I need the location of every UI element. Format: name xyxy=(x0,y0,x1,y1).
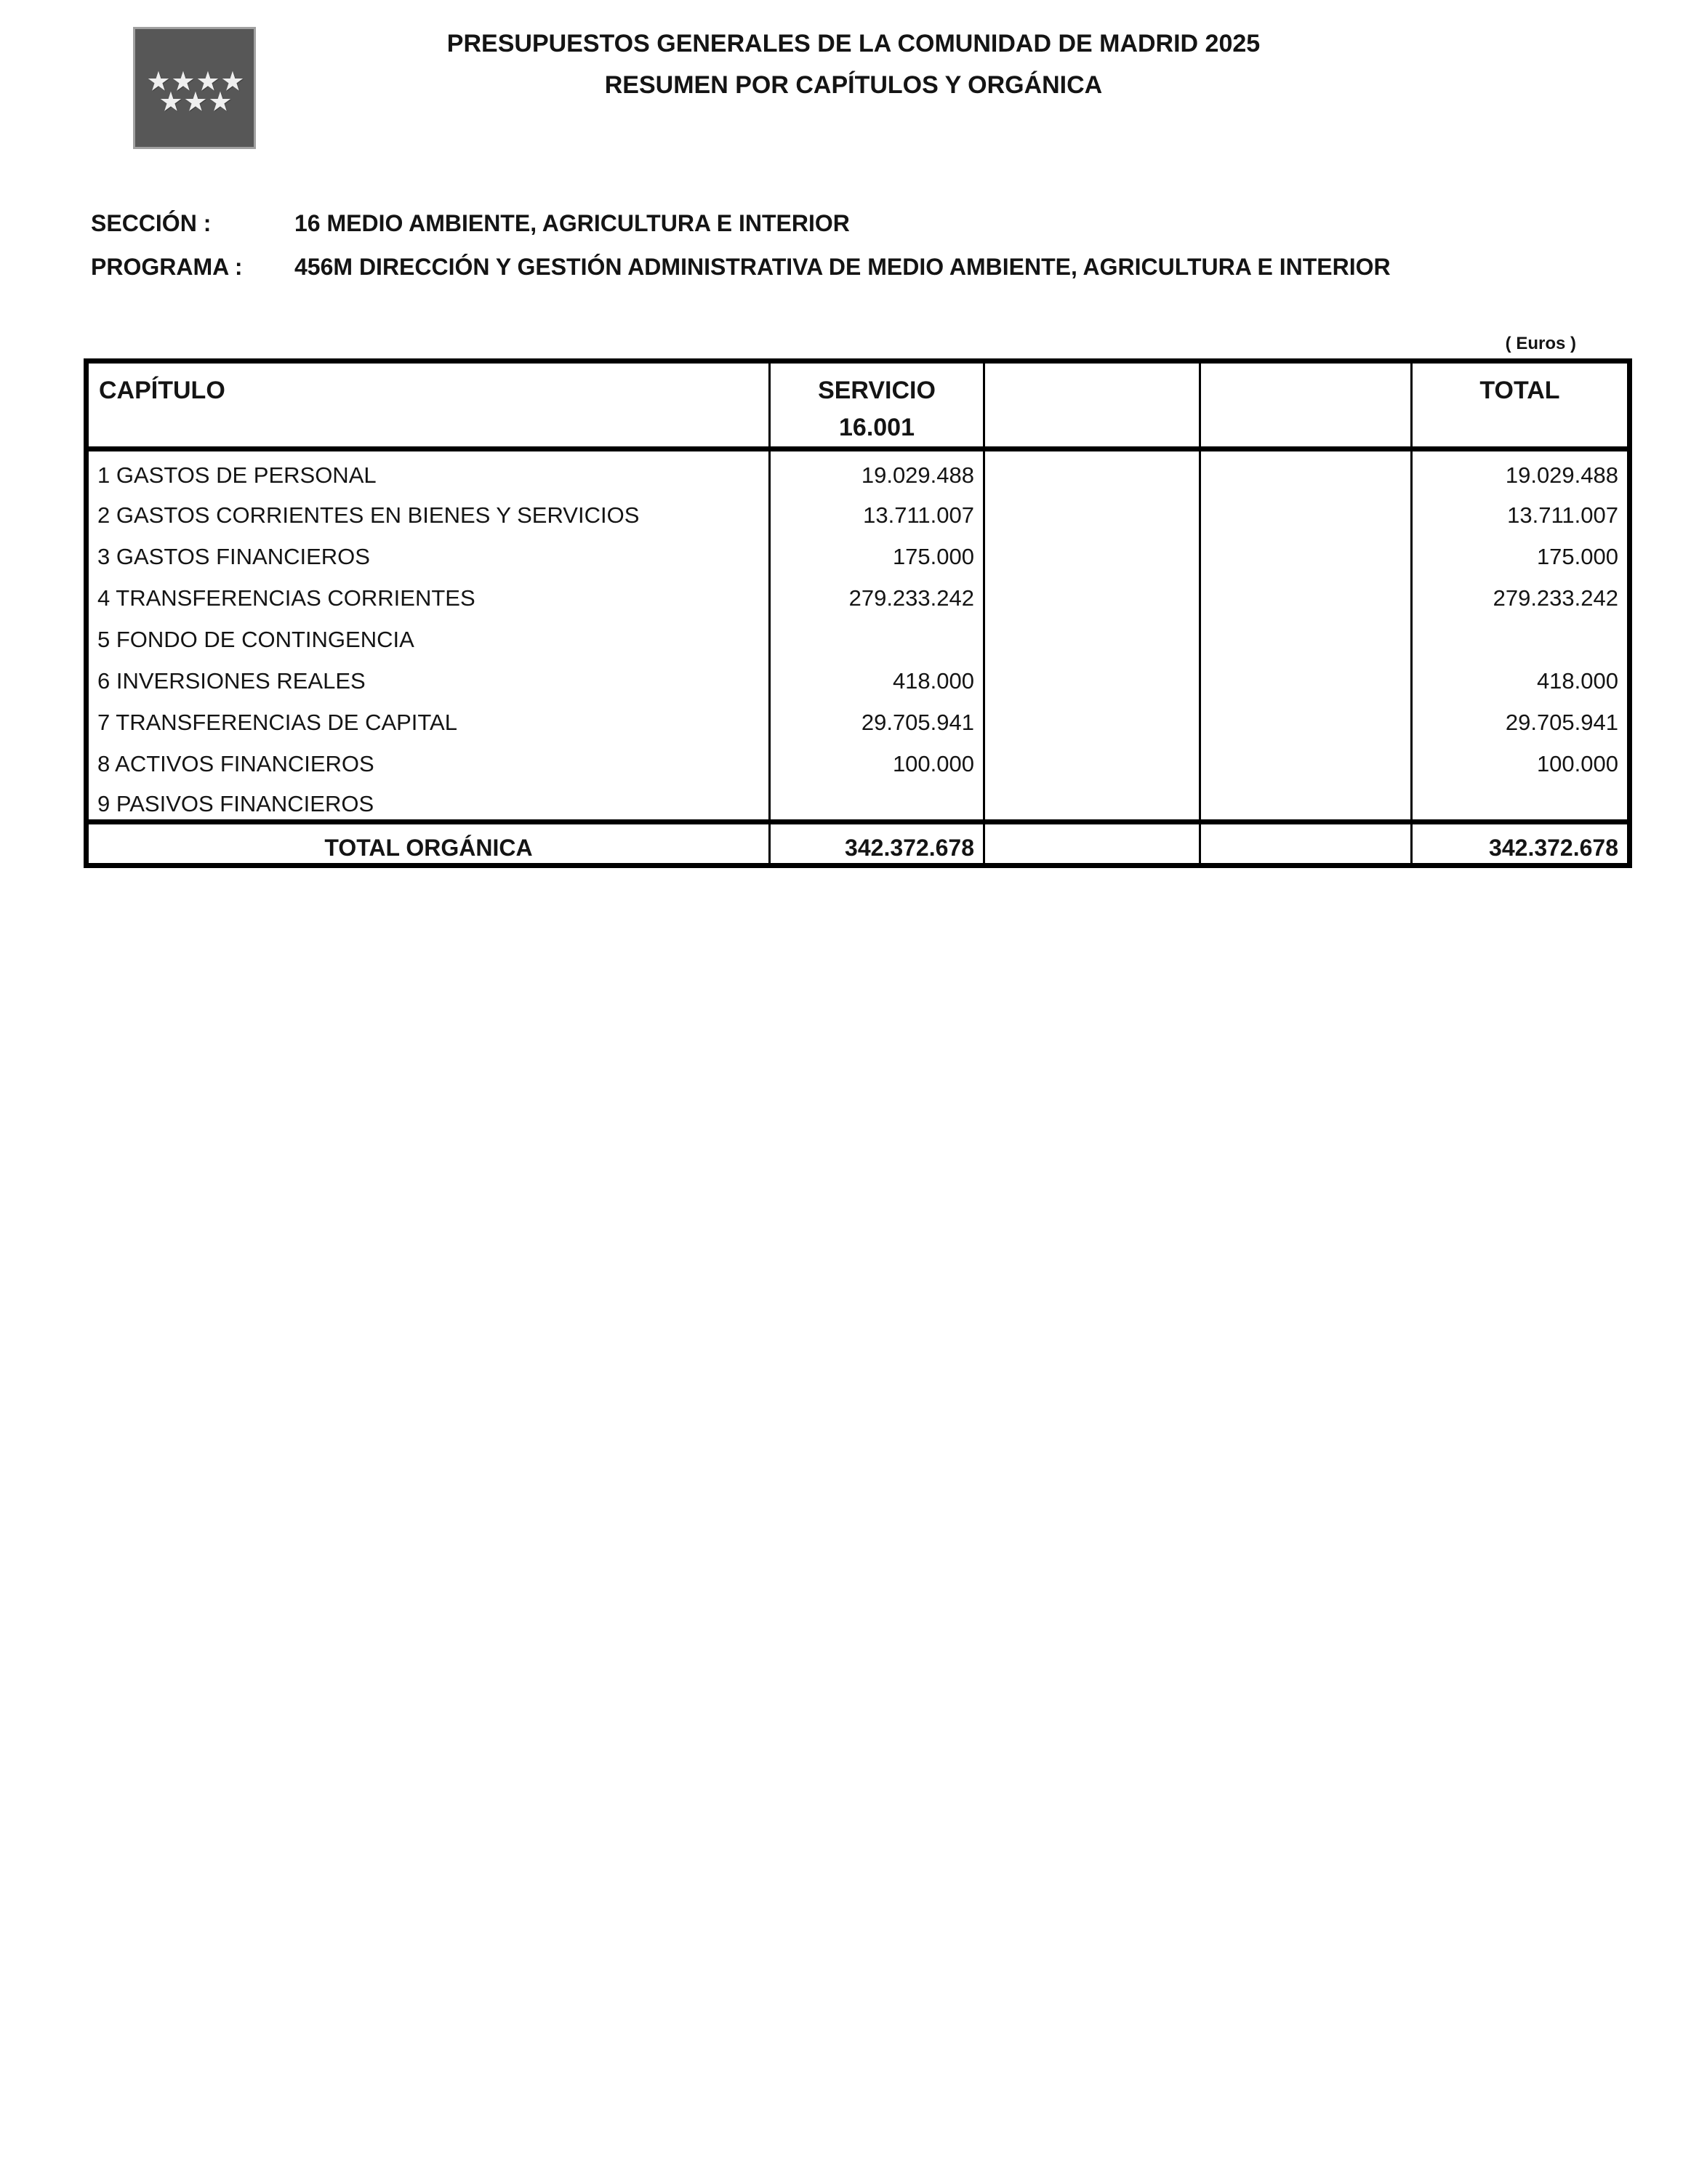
empty-value-1 xyxy=(984,781,1200,822)
star-icon: ★ xyxy=(158,87,183,117)
total-value: 175.000 xyxy=(1412,532,1630,574)
star-icon: ★ xyxy=(220,66,245,97)
table-row xyxy=(87,657,1630,698)
servicio-header-code: 16.001 xyxy=(839,414,915,441)
document-subtitle: RESUMEN POR CAPÍTULOS Y ORGÁNICA xyxy=(604,71,1103,99)
empty-value-2 xyxy=(1200,532,1412,574)
table-header-row xyxy=(87,361,1630,449)
total-organica-empty-1 xyxy=(984,822,1200,866)
total-organica-label: TOTAL ORGÁNICA xyxy=(87,822,770,866)
currency-note: ( Euros ) xyxy=(1505,334,1576,353)
total-value: 100.000 xyxy=(1412,739,1630,781)
table-row xyxy=(87,698,1630,739)
empty-value-1 xyxy=(984,615,1200,657)
capitulo-cell: 5 FONDO DE CONTINGENCIA xyxy=(97,627,414,652)
servicio-value: 175.000 xyxy=(770,532,984,574)
empty-value-2 xyxy=(1200,615,1412,657)
star-icon: ★ xyxy=(183,87,208,117)
seccion-label: SECCIÓN : xyxy=(91,210,212,236)
empty-value-2 xyxy=(1200,574,1412,615)
servicio-value: 279.233.242 xyxy=(770,574,984,615)
empty-value-1 xyxy=(984,739,1200,781)
total-organica-servicio: 342.372.678 xyxy=(770,822,984,866)
column-header-empty-1 xyxy=(984,361,1200,449)
capitulo-cell: 7 TRANSFERENCIAS DE CAPITAL xyxy=(97,710,457,735)
servicio-value: 29.705.941 xyxy=(770,698,984,739)
star-icon: ★ xyxy=(208,87,233,117)
table-row xyxy=(87,491,1630,532)
empty-value-1 xyxy=(984,657,1200,698)
table-row xyxy=(87,615,1630,657)
table-row xyxy=(87,739,1630,781)
table-row xyxy=(87,532,1630,574)
total-value: 418.000 xyxy=(1412,657,1630,698)
seccion-value: 16 MEDIO AMBIENTE, AGRICULTURA E INTERIOR xyxy=(294,210,850,236)
column-header-servicio xyxy=(770,361,984,449)
programa-value: 456M DIRECCIÓN Y GESTIÓN ADMINISTRATIVA DE MEDIO AMBIENTE, AGRICULTURA E INTERIOR xyxy=(294,254,1391,280)
empty-value-2 xyxy=(1200,491,1412,532)
table-row xyxy=(87,574,1630,615)
empty-value-2 xyxy=(1200,449,1412,491)
capitulo-cell: 2 GASTOS CORRIENTES EN BIENES Y SERVICIOS xyxy=(97,502,640,528)
servicio-value: 418.000 xyxy=(770,657,984,698)
table-row xyxy=(87,781,1630,822)
total-value: 13.711.007 xyxy=(1412,491,1630,532)
total-value xyxy=(1412,615,1630,657)
total-organica-row xyxy=(87,822,1630,866)
star-icon: ★ xyxy=(171,66,196,97)
programa-label: PROGRAMA : xyxy=(91,254,243,280)
capitulo-cell: 8 ACTIVOS FINANCIEROS xyxy=(97,751,374,776)
total-organica-empty-2 xyxy=(1200,822,1412,866)
total-value: 279.233.242 xyxy=(1412,574,1630,615)
capitulo-cell: 1 GASTOS DE PERSONAL xyxy=(97,462,377,488)
empty-value-1 xyxy=(984,491,1200,532)
total-value: 19.029.488 xyxy=(1412,449,1630,491)
servicio-value: 13.711.007 xyxy=(770,491,984,532)
programa-row xyxy=(91,254,1391,279)
total-value: 29.705.941 xyxy=(1412,698,1630,739)
budget-summary-table xyxy=(84,358,1632,868)
capitulo-cell: 4 TRANSFERENCIAS CORRIENTES xyxy=(97,585,475,611)
seccion-row xyxy=(91,211,850,236)
capitulo-cell: 6 INVERSIONES REALES xyxy=(97,668,366,694)
empty-value-2 xyxy=(1200,781,1412,822)
column-header-capitulo: CAPÍTULO xyxy=(87,361,770,449)
capitulo-cell: 3 GASTOS FINANCIEROS xyxy=(97,544,370,569)
servicio-value: 19.029.488 xyxy=(770,449,984,491)
star-icon: ★ xyxy=(146,66,171,97)
empty-value-2 xyxy=(1200,657,1412,698)
empty-value-1 xyxy=(984,698,1200,739)
capitulo-cell: 9 PASIVOS FINANCIEROS xyxy=(97,791,374,817)
servicio-value: 100.000 xyxy=(770,739,984,781)
column-header-empty-2 xyxy=(1200,361,1412,449)
empty-value-1 xyxy=(984,532,1200,574)
document-title: PRESUPUESTOS GENERALES DE LA COMUNIDAD DE MADRID 2025 xyxy=(446,30,1261,57)
servicio-value xyxy=(770,781,984,822)
table-row xyxy=(87,449,1630,491)
total-organica-total: 342.372.678 xyxy=(1412,822,1630,866)
column-header-total: TOTAL xyxy=(1412,361,1630,449)
empty-value-1 xyxy=(984,574,1200,615)
empty-value-2 xyxy=(1200,739,1412,781)
servicio-header-label: SERVICIO xyxy=(818,377,936,404)
servicio-value xyxy=(770,615,984,657)
empty-value-1 xyxy=(984,449,1200,491)
total-value xyxy=(1412,781,1630,822)
star-icon: ★ xyxy=(196,66,220,97)
empty-value-2 xyxy=(1200,698,1412,739)
